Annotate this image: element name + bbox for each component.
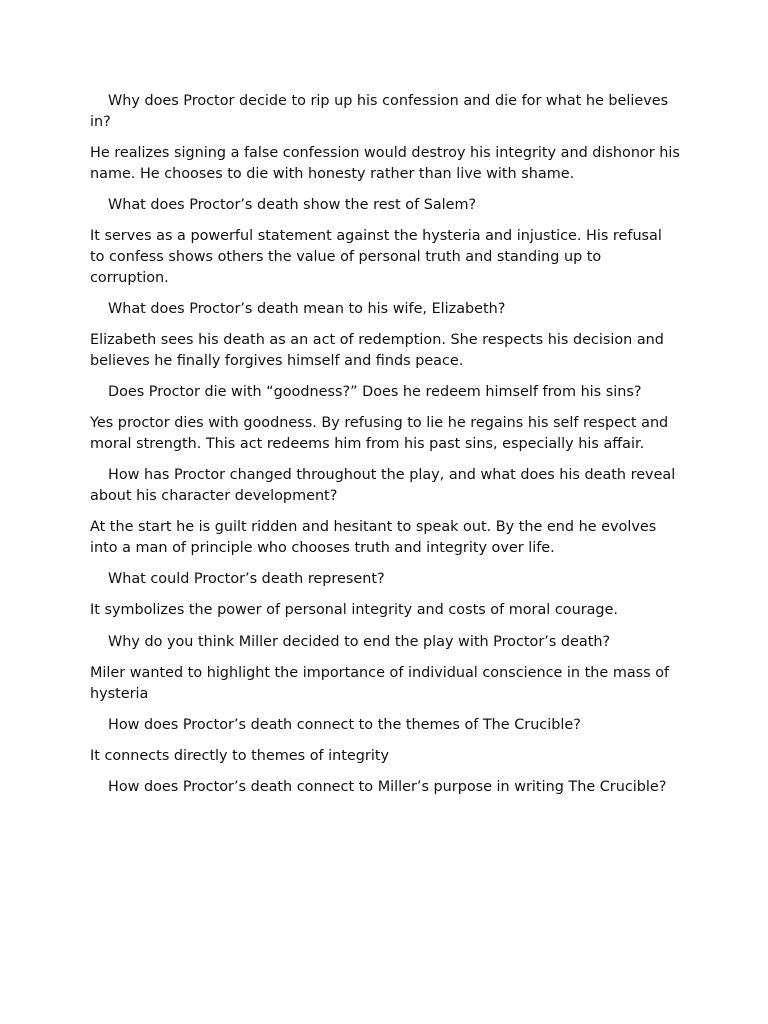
answer-3: Elizabeth sees his death as an act of redemption. She respects his decision and believes he finally forgives himself and finds peace.: [90, 332, 664, 369]
answer-1: He realizes signing a false confession would destroy his integrity and dishonor his name. He chooses to die with honesty rather than live with shame.: [90, 144, 680, 182]
answer-5: At the start he is guilt ridden and hesitant to speak out. By the end he evolves into a man of principle who chooses truth and integrity over life.: [90, 519, 657, 557]
answer-4: Yes proctor dies with goodness. By refusing to lie he regains his self respect and moral strength. This act redeems him from his past sins, especially his affair.: [90, 415, 669, 453]
answer-6: It symbolizes the power of personal integrity and costs of moral courage.: [90, 602, 618, 619]
question-8: How does Proctor’s death connect to the themes of The Crucible?: [108, 716, 581, 733]
question-3: What does Proctor’s death mean to his wife, Elizabeth?: [108, 300, 506, 317]
question-2: What does Proctor’s death show the rest of Salem?: [108, 196, 477, 213]
question-6: What could Proctor’s death represent?: [108, 571, 385, 588]
question-1: Why does Proctor decide to rip up his confession and die for what he believes in?: [90, 93, 669, 130]
question-7: Why do you think Miller decided to end the play with Proctor’s death?: [108, 633, 611, 650]
answer-2: It serves as a powerful statement against the hysteria and injustice. His refusal to confess shows others the value of personal truth and standing up to corruption.: [90, 228, 662, 286]
question-9: How does Proctor’s death connect to Miller’s purpose in writing The Crucible?: [108, 779, 667, 796]
answer-8: It connects directly to themes of integrity: [90, 747, 389, 764]
document-body: [90, 91, 680, 808]
question-4: Does Proctor die with “goodness?” Does he redeem himself from his sins?: [108, 384, 642, 401]
question-5: How has Proctor changed throughout the play, and what does his death reveal about his character development?: [90, 467, 676, 505]
answer-7: Miler wanted to highlight the importance of individual conscience in the mass of hysteria: [90, 664, 670, 702]
